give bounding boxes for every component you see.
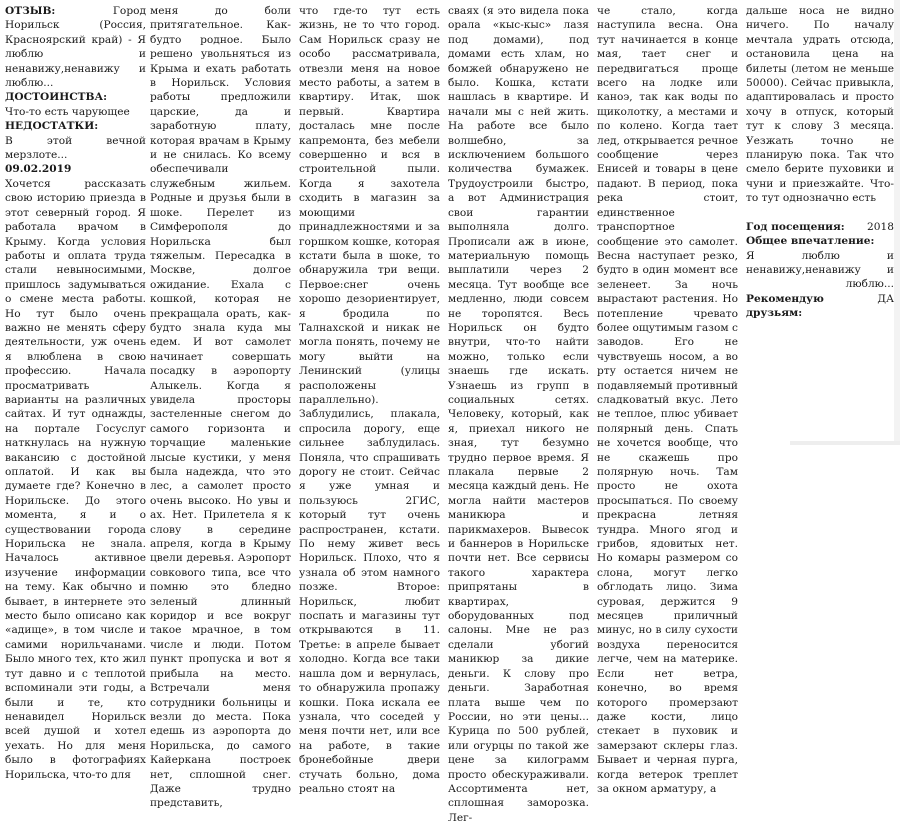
review-summary — [746, 220, 894, 321]
review-body-part-5: че стало, когда наступила весна. Она тут начинается в конце мая, тает снег и передвигаться проще всего на лодке или каноэ, так как воды по щиколотку, а местами и по колено. Когда тает лед, открывается речное сообщение через Енисей и товары в цене падают. В период, пока река стоит, единственное транспортное сообщение это самолет. Весна наступает резко, будто в один момент все зеленеет. За ночь вырастают растения. Но потепление чревато более ощутимым газом с заводов. Его не чувствуешь носом, а во рту остается ничем не подавляемый противный сладковатый вкус. Лето не теплое, плюс убивает полярный день. Спать не хочется вообще, что не скажешь про полярную ночь. Там просто не охота просыпаться. По своему прекрасна летняя тундра. Много ягод и грибов, ядовитых нет. Но комары размером со слона, могут легко обглодать лицо. Зима суровая, держится 9 месяцев приличный минус, но в силу сухости воздуха переносится легче, чем на материке. Если нет ветра, конечно, во время которого промерзают даже кости, лицо стекает в пуховик и замерзают склеры глаз. Бывает и черная пурга, когда ветерок треплет за окном арматуру, а — [597, 5, 738, 795]
page-bottom-shadow — [790, 441, 900, 445]
impression-value: Я люблю и ненавижу,ненавижу и люблю... — [746, 249, 894, 291]
visit-year-value: 2018 — [867, 220, 894, 233]
recommend-row — [746, 292, 894, 321]
review-body-part-4: сваях (я это видела пока орала «кыс-кыс» лазя под домами), под домами есть хлам, но бомжей обнаружено не было. Кошка, кстати нашлась в квартире. И начали мы с ней жить. На работе все было волшебно, за исключением большого количества бумажек. Трудоустроили быстро, а вот Администрация свои гарантии выполняла долго. Прописали аж в июне, материальную помощь выплатили через 2 месяца. Тут вообще все медленно, люди совсем не торопятся. Весь Норильск он будто внутри, что-то найти можно, только если знаешь где искать. Узнаешь из групп в социальных сетях. Человеку, который, как я, приехал никого не зная, тут безумно трудно первое время. Я плакала первые 2 месяца каждый день. Не могла найти мастеров маникюра и парикмахеров. Вывесок и баннеров в Норильске почти нет. Все сервисы такого характера припрятаны в квартирах, оборудованных под салоны. Мне не раз сделали убогий маникюр за дикие деньги. К слову про деньги. Заработная плата выше чем по России, но эти цены... Курица по 500 рублей, или огурцы по такой же цене за килограмм просто обескураживали. Ассортимента нет, сплошная заморозка. Лег- — [448, 5, 589, 824]
review-body-part-1: Хочется рассказать свою историю приезда в этот северный город. Я работала врачом в Крыму. Когда условия работы и оплата труда стали невыносимыми, пришлось задумываться о смене места работы. Но тут было очень важно не менять сферу деятельности, уж очень я влюблена в свою профессию. Начала просматривать варианты на различных сайтах. И тут однажды, на портале Госуслуг наткнулась на нужную вакансию с достойной оплатой. И как вы думаете где? Конечно в Норильске. До этого момента, я и о существовании города Норильска не знала. Началось активное изучение информации на тему. Как обычно и бывает, в интернете это место было описано как «адище», в том числе и самими норильчанами. Было много тех, кто жил тут давно и с теплотой вспоминали эти годы, а были и те, кто ненавидел Норильск всей душой и хотел уехать. Но для меня было в фотографиях Норильска, что-то для — [5, 177, 146, 781]
review-column-4 — [448, 4, 589, 825]
review-date: 09.02.2019 — [5, 163, 72, 176]
recommend-label: Рекомендую друзьям: — [746, 292, 824, 320]
pros-text: Что-то есть чарующее — [5, 105, 130, 118]
review-body-part-6: дальше носа не видно ничего. По началу мечтала удрать отсюда, остановила цена на билеты (летом не меньше 50000). Сейчас привыкла, адаптировалась и просто хочу в отпуск, который тут к слову 3 месяца. Уезжать точно не планирую пока. Так что смело берите пуховики и чуни и приезжайте. Что-то тут однозначно есть — [746, 5, 894, 205]
review-column-3 — [299, 4, 440, 796]
cons-label: НЕДОСТАТКИ: — [5, 120, 99, 133]
review-column-5 — [597, 4, 738, 796]
review-column-1 — [5, 4, 146, 782]
cons-text: В этой вечной мерзлоте... — [5, 134, 146, 162]
review-column-6 — [746, 4, 894, 321]
visit-year-row — [746, 220, 894, 234]
review-column-2 — [150, 4, 291, 811]
review-label: ОТЗЫВ: — [5, 5, 56, 17]
review-title: Город Норильск (Россия, Красноярский край) - Я люблю и ненавижу,ненавижу и люблю... — [5, 5, 146, 90]
review-title-block — [5, 4, 146, 90]
page-edge-shadow — [894, 0, 900, 445]
visit-year-label: Год посещения: — [746, 220, 845, 233]
recommend-value: ДА — [877, 292, 894, 305]
review-body-part-3: что где-то тут есть жизнь, не то что город. Сам Норильск сразу не особо рассматривала, отвезли меня на новое место работы, а затем в квартиру. Итак, шок первый. Квартира досталась мне после капремонта, без мебели совершенно и вся в строительной пыли. Когда я захотела сходить в магазин за моющими принадлежностями и за горшком кошке, которая кстати была в шоке, то обнаружила три вещи. Первое:снег очень хорошо дезориентирует, я бродила по Талнахской и никак не могла понять, почему не могу выйти на Ленинский (улицы расположены параллельно). Заблудились, плакала, спросила дорогу, еще сильнее заблудилась. Поняла, что спрашивать дорогу не стоит. Сейчас я уже умная и пользуюсь 2ГИС, который тут очень распространен, кстати. По нему живет весь Норильск. Плохо, что я узнала об этом намного позже. Второе: Норильск, любит поспать и магазины тут открываются в 11. Третье: в апреле бывает холодно. Когда все таки нашла дом и вернулась, то обнаружила пропажу кошки. Пока искала ее узнала, что соседей у меня почти нет, или все на работе, в такие бронебойные двери стучать больно, дома реально стоят на — [299, 5, 440, 795]
review-body-part-2: меня до боли притягательное. Как-будто родное. Было решено увольняться из Крыма и ехать работать в Норильск. Условия работы предложили царские, да и заработную плату, которая врачам в Крыму и не снилась. Ко всему обеспечивали служебным жильем. Родные и друзья были в шоке. Перелет из Симферополя до Норильска был тяжелым. Пересадка в Москве, долгое ожидание. Ехала с кошкой, которая не прекращала орать, как-будто знала куда мы едем. И вот самолет начинает совершать посадку в аэропорту Алыкель. Когда я увидела просторы застеленные снегом до самого горизонта и торчащие маленькие лысые кустики, у меня была надежда, что это лес, а самолет просто очень высоко. Но увы и ах. Нет. Прилетела я к слову в середине апреля, когда в Крыму цвели деревья. Аэропорт совкового типа, все что помню это бледно зеленый длинный коридор и все вокруг такое мрачное, в том числе и люди. Потом пункт пропуска и вот я прибыла на место. Встречали меня сотрудники больницы и везли до места. Пока едешь из аэропорта до Норильска, до самого Кайеркана построек нет, сплошной снег. Даже трудно представить, — [150, 5, 291, 810]
pros-label: ДОСТОИНСТВА: — [5, 91, 108, 104]
impression-label: Общее впечатление: — [746, 235, 875, 248]
